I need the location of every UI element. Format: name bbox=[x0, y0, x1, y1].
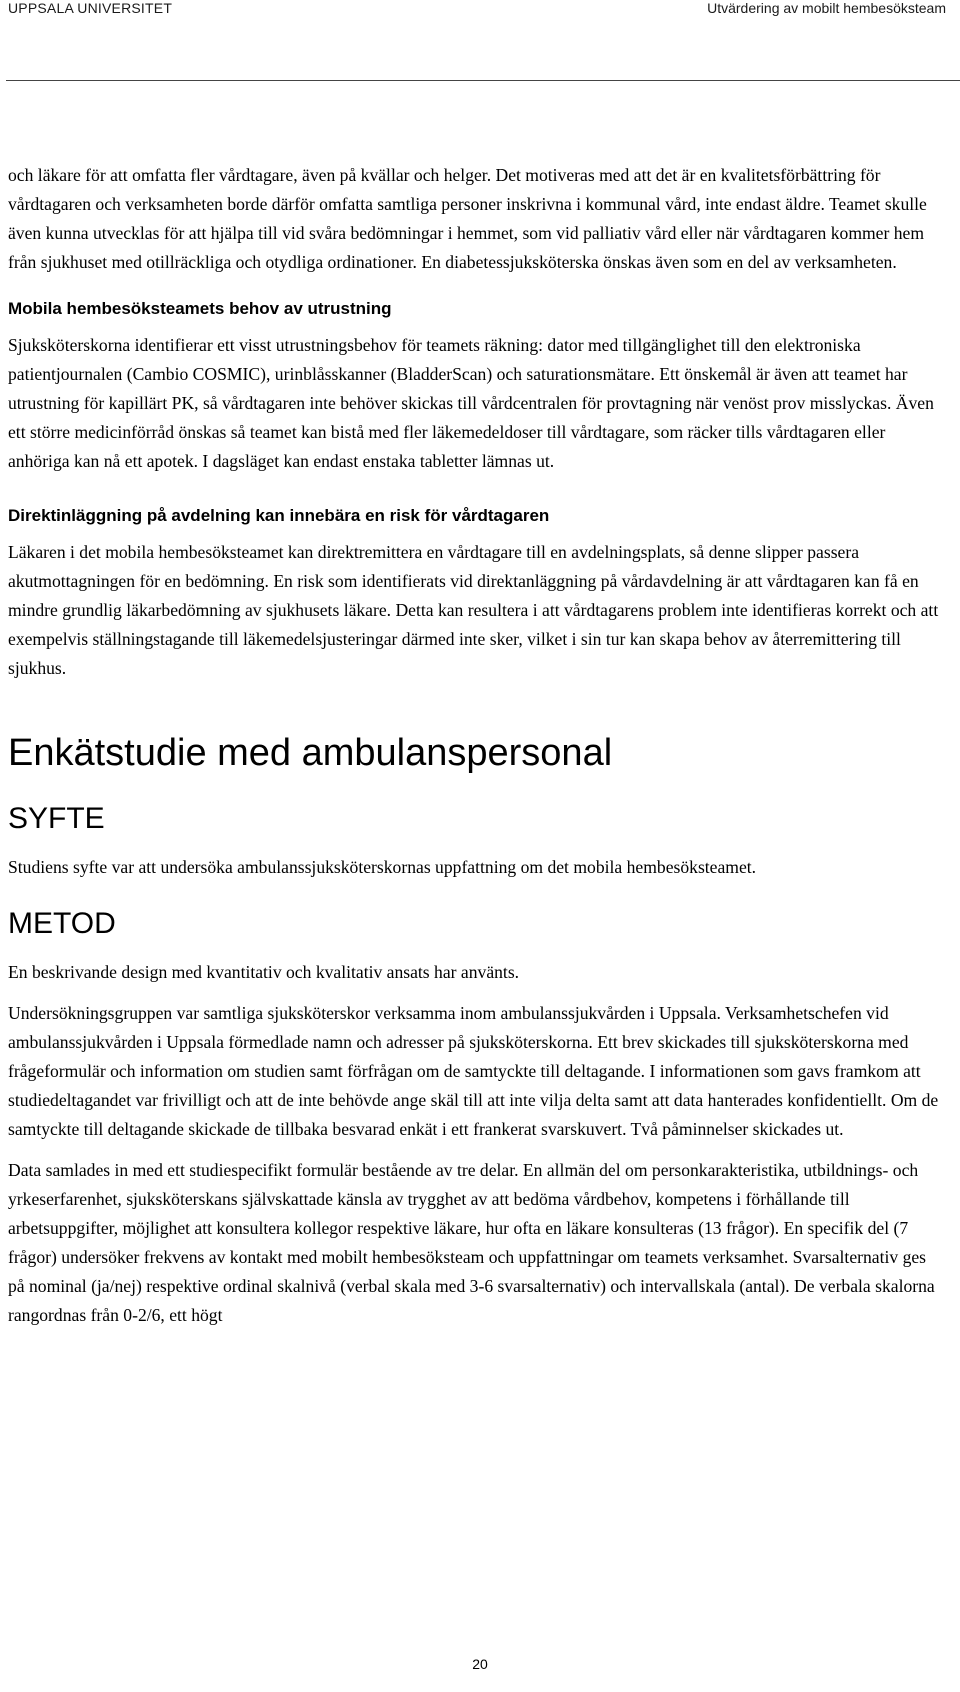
page-header bbox=[8, 0, 946, 20]
header-divider bbox=[6, 80, 960, 81]
heading-syfte: SYFTE bbox=[8, 802, 105, 835]
header-document-title: Utvärdering av mobilt hembesöksteam bbox=[707, 0, 946, 16]
heading-risk: Direktinläggning på avdelning kan innebära en risk för vårdtagaren bbox=[8, 506, 550, 525]
paragraph-equipment: Sjuksköterskorna identifierar ett visst utrustningsbehov för teamets räkning: dator med tillgänglighet till den elektroniska patientjournalen (Cambio COSMIC), urinblåsskanner (BladderScan) och saturationsmätare. Ett önskemål är även att teamet har utrustning för kapillärt PK, så vårdtagaren inte behöver skickas till vårdcentralen för provtagning när venöst prov misslyckas. Även ett större medicinförråd önskas så teamet kan bistå med fler läkemedeldoser till vårdtagare, som räcker tills vårdtagaren eller anhöriga kan nå ett apotek. I dagsläget kan endast enstaka tabletter lämnas ut. bbox=[8, 335, 934, 471]
paragraph-risk: Läkaren i det mobila hembesöksteamet kan direktremittera en vårdtagare till en avdelningsplats, så denne slipper passera akutmottagningen för en bedömning. En risk som identifierats vid direktanläggning på vårdavdelning är att vårdtagaren kan få en mindre grundlig läkarbedömning av sjukhusets läkare. Detta kan resultera i att vårdtagarens problem inte identifieras korrekt och att exempelvis ställningstagande till läkemedelsjusteringar därmed inte sker, vilket i sin tur kan skapa behov av återremittering till sjukhus. bbox=[8, 542, 939, 678]
paragraph-metod-design: En beskrivande design med kvantitativ och kvalitativ ansats har använts. bbox=[8, 962, 520, 982]
heading-metod: METOD bbox=[8, 907, 116, 940]
heading-survey: Enkätstudie med ambulanspersonal bbox=[8, 732, 613, 774]
paragraph-metod-data: Data samlades in med ett studiespecifikt formulär bestående av tre delar. En allmän del om personkarakteristika, utbildnings- och yrkeserfarenhet, sjuksköterskans självskattade känsla av trygghet av att bedöma vårdbehov, kompetens i förhållande till arbetsuppgifter, möjlighet att konsultera kollegor respektive läkare, hur ofta en läkare konsulteras (13 frågor). En specifik del (7 frågor) undersöker frekvens av kontakt med mobilt hembesöksteam och uppfattningar om teamets verksamhet. Svarsalternativ ges på nominal (ja/nej) respektive ordinal skalnivå (verbal skala med 3-6 svarsalternativ) och intervallskala (antal). De verbala skalorna rangordnas från 0-2/6, ett högt bbox=[8, 1160, 935, 1325]
paragraph-intro: och läkare för att omfatta fler vårdtagare, även på kvällar och helger. Det motiveras med att det är en kvalitetsförbättring för vårdtagaren och verksamheten borde därför omfatta samtliga personer inskrivna i kommunal vård, inte endast äldre. Teamet skulle även kunna utvecklas för att hjälpa till vid svåra bedömningar i hemmet, som vid palliativ vård eller när vårdtagaren kommer hem från sjukhuset med otillräckliga och otydliga ordinationer. En diabetessjuksköterska önskas även som en del av verksamheten. bbox=[8, 165, 927, 272]
paragraph-metod-population: Undersökningsgruppen var samtliga sjuksköterskor verksamma inom ambulanssjukvården i Uppsala. Verksamhetschefen vid ambulanssjukvården i Uppsala förmedlade namn och adresser på sjuksköterskorna. Ett brev skickades till sjuksköterskorna med frågeformulär och information om studien samt förfrågan om de samtyckte till deltagande. I informationen som gavs framkom att studiedeltagandet var frivilligt och att de inte behövde ange skäl till att inte vilja delta samt att data hanterades konfidentiellt. Om de samtyckte till deltagande skickade de tillbaka besvarad enkät i ett frankerat svarskuvert. Två påminnelser skickades ut. bbox=[8, 1003, 939, 1139]
heading-equipment: Mobila hembesöksteamets behov av utrustning bbox=[8, 299, 392, 318]
page-content bbox=[8, 161, 942, 1342]
paragraph-syfte: Studiens syfte var att undersöka ambulanssjuksköterskornas uppfattning om det mobila hembesöksteamet. bbox=[8, 857, 757, 877]
page-number: 20 bbox=[472, 1656, 488, 1672]
header-university: UPPSALA UNIVERSITET bbox=[8, 0, 173, 16]
